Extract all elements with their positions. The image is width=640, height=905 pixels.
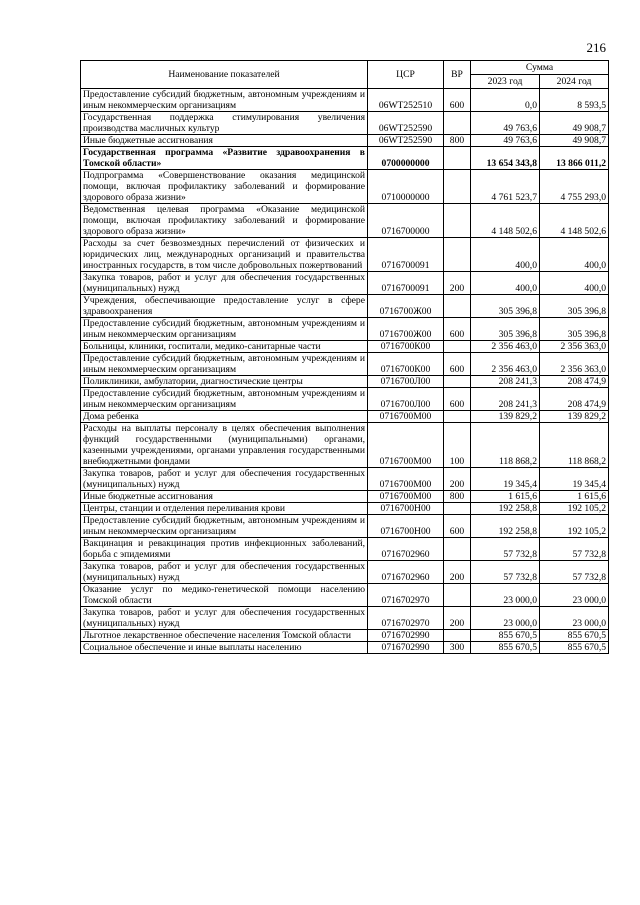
row-vr (444, 295, 471, 318)
row-name: Расходы за счет безвозмездных перечислений от физических и юридических лиц, международных организаций и правительства иностранных государств, в том числе добровольных пожертвований (81, 238, 368, 272)
table-row (81, 538, 609, 561)
row-amount-2023: 139 829,2 (471, 411, 540, 423)
row-vr (444, 538, 471, 561)
row-amount-2023: 1 615,6 (471, 491, 540, 503)
row-amount-2023: 4 148 502,6 (471, 204, 540, 238)
row-amount-2024: 305 396,8 (540, 318, 609, 341)
row-csr: 0716700К00 (368, 341, 444, 353)
row-amount-2024: 208 474,9 (540, 376, 609, 388)
table-row (81, 112, 609, 135)
row-vr: 200 (444, 468, 471, 491)
row-vr: 200 (444, 561, 471, 584)
row-csr: 0716700091 (368, 272, 444, 295)
table-row (81, 515, 609, 538)
table-row (81, 204, 609, 238)
row-csr: 0700000000 (368, 147, 444, 170)
table-row (81, 318, 609, 341)
row-amount-2024: 4 148 502,6 (540, 204, 609, 238)
row-csr: 0716700М00 (368, 411, 444, 423)
row-amount-2024: 2 356 363,0 (540, 353, 609, 376)
row-amount-2024: 13 866 011,2 (540, 147, 609, 170)
table-body (81, 89, 609, 654)
row-amount-2024: 2 356 363,0 (540, 341, 609, 353)
row-amount-2023: 208 241,3 (471, 376, 540, 388)
row-name: Расходы на выплаты персоналу в целях обеспечения выполнения функций государственными (муниципальными) органами, казенными учреждениями, органами управления государственными внебюджетными фондами (81, 423, 368, 468)
row-amount-2024: 400,0 (540, 272, 609, 295)
row-amount-2024: 208 474,9 (540, 388, 609, 411)
row-amount-2024: 49 908,7 (540, 135, 609, 147)
row-amount-2023: 57 732,8 (471, 561, 540, 584)
row-csr: 0716700Ж00 (368, 295, 444, 318)
row-name: Иные бюджетные ассигнования (81, 135, 368, 147)
row-name: Подпрограмма «Совершенствование оказания медицинской помощи, включая профилактику заболеваний и формирование здорового образа жизни» (81, 170, 368, 204)
page-number: 216 (586, 40, 606, 55)
row-vr (444, 170, 471, 204)
row-name: Закупка товаров, работ и услуг для обеспечения государственных (муниципальных) нужд (81, 468, 368, 491)
row-name: Предоставление субсидий бюджетным, автономным учреждениям и иным некоммерческим организациям (81, 388, 368, 411)
row-amount-2023: 192 258,8 (471, 515, 540, 538)
row-name: Вакцинация и ревакцинация против инфекционных заболеваний, борьба с эпидемиями (81, 538, 368, 561)
row-vr: 200 (444, 607, 471, 630)
row-name: Закупка товаров, работ и услуг для обеспечения государственных (муниципальных) нужд (81, 561, 368, 584)
header-sum: Сумма (471, 61, 609, 75)
row-csr: 0716702960 (368, 538, 444, 561)
row-vr: 600 (444, 89, 471, 112)
row-vr (444, 341, 471, 353)
table-row (81, 135, 609, 147)
table-row (81, 89, 609, 112)
table-row (81, 147, 609, 170)
row-csr: 0716700Н00 (368, 515, 444, 538)
row-amount-2023: 0,0 (471, 89, 540, 112)
row-csr: 0716700Н00 (368, 503, 444, 515)
row-amount-2024: 192 105,2 (540, 515, 609, 538)
row-vr (444, 238, 471, 272)
row-amount-2023: 855 670,5 (471, 630, 540, 642)
row-amount-2024: 855 670,5 (540, 630, 609, 642)
row-amount-2024: 305 396,8 (540, 295, 609, 318)
table-row (81, 411, 609, 423)
row-vr: 800 (444, 135, 471, 147)
row-amount-2024: 139 829,2 (540, 411, 609, 423)
row-name: Предоставление субсидий бюджетным, автономным учреждениям и иным некоммерческим организациям (81, 318, 368, 341)
header-csr: ЦСР (368, 61, 444, 89)
table-row (81, 295, 609, 318)
row-csr: 0716700М00 (368, 468, 444, 491)
row-name: Иные бюджетные ассигнования (81, 491, 368, 503)
row-name: Дома ребенка (81, 411, 368, 423)
row-vr (444, 630, 471, 642)
row-csr: 06WT252510 (368, 89, 444, 112)
row-amount-2023: 118 868,2 (471, 423, 540, 468)
row-amount-2024: 57 732,8 (540, 561, 609, 584)
row-name: Социальное обеспечение и иные выплаты населению (81, 642, 368, 654)
row-csr: 0716702990 (368, 630, 444, 642)
row-name: Учреждения, обеспечивающие предоставление услуг в сфере здравоохранения (81, 295, 368, 318)
row-amount-2023: 305 396,8 (471, 318, 540, 341)
row-name: Закупка товаров, работ и услуг для обеспечения государственных (муниципальных) нужд (81, 272, 368, 295)
row-vr (444, 376, 471, 388)
table-row (81, 376, 609, 388)
row-vr (444, 112, 471, 135)
table-row (81, 353, 609, 376)
row-amount-2023: 192 258,8 (471, 503, 540, 515)
row-amount-2023: 49 763,6 (471, 112, 540, 135)
table-row (81, 238, 609, 272)
row-csr: 0716700091 (368, 238, 444, 272)
row-amount-2023: 855 670,5 (471, 642, 540, 654)
table-row (81, 584, 609, 607)
row-amount-2024: 400,0 (540, 238, 609, 272)
row-csr: 0716700Ж00 (368, 318, 444, 341)
table-header (81, 61, 609, 89)
row-csr: 0716700000 (368, 204, 444, 238)
row-vr: 300 (444, 642, 471, 654)
table-row (81, 272, 609, 295)
row-amount-2023: 49 763,6 (471, 135, 540, 147)
row-amount-2024: 4 755 293,0 (540, 170, 609, 204)
budget-table (80, 60, 609, 654)
row-csr: 0710000000 (368, 170, 444, 204)
row-csr: 0716700М00 (368, 423, 444, 468)
row-csr: 0716702970 (368, 584, 444, 607)
row-name: Льготное лекарственное обеспечение населения Томской области (81, 630, 368, 642)
header-year-2024: 2024 год (540, 75, 609, 89)
row-csr: 06WT252590 (368, 112, 444, 135)
table-row (81, 561, 609, 584)
row-vr: 600 (444, 353, 471, 376)
row-csr: 0716702960 (368, 561, 444, 584)
row-vr (444, 411, 471, 423)
row-vr (444, 503, 471, 515)
row-name: Ведомственная целевая программа «Оказание медицинской помощи, включая профилактику заболеваний и формирование здорового образа жизни» (81, 204, 368, 238)
row-amount-2023: 2 356 463,0 (471, 353, 540, 376)
row-amount-2024: 8 593,5 (540, 89, 609, 112)
table-row (81, 388, 609, 411)
table-row (81, 341, 609, 353)
row-vr: 600 (444, 515, 471, 538)
row-csr: 06WT252590 (368, 135, 444, 147)
row-amount-2023: 23 000,0 (471, 584, 540, 607)
row-amount-2023: 208 241,3 (471, 388, 540, 411)
row-amount-2024: 855 670,5 (540, 642, 609, 654)
row-amount-2023: 400,0 (471, 238, 540, 272)
row-amount-2023: 4 761 523,7 (471, 170, 540, 204)
row-csr: 0716700К00 (368, 353, 444, 376)
row-amount-2024: 23 000,0 (540, 607, 609, 630)
row-amount-2024: 49 908,7 (540, 112, 609, 135)
table-row (81, 503, 609, 515)
row-vr (444, 147, 471, 170)
row-name: Государственная программа «Развитие здравоохранения в Томской области» (81, 147, 368, 170)
row-name: Оказание услуг по медико-генетической помощи населению Томской области (81, 584, 368, 607)
table-row (81, 468, 609, 491)
row-amount-2024: 192 105,2 (540, 503, 609, 515)
row-amount-2023: 400,0 (471, 272, 540, 295)
row-amount-2024: 1 615,6 (540, 491, 609, 503)
row-name: Государственная поддержка стимулирования увеличения производства масличных культур (81, 112, 368, 135)
table-row (81, 491, 609, 503)
table-row (81, 607, 609, 630)
header-vr: ВР (444, 61, 471, 89)
table-row (81, 170, 609, 204)
table-row (81, 642, 609, 654)
row-amount-2023: 13 654 343,8 (471, 147, 540, 170)
row-amount-2024: 118 868,2 (540, 423, 609, 468)
row-amount-2023: 57 732,8 (471, 538, 540, 561)
row-csr: 0716702990 (368, 642, 444, 654)
row-csr: 0716700Л00 (368, 388, 444, 411)
row-vr: 600 (444, 318, 471, 341)
row-amount-2023: 2 356 463,0 (471, 341, 540, 353)
row-name: Центры, станции и отделения переливания крови (81, 503, 368, 515)
row-amount-2023: 19 345,4 (471, 468, 540, 491)
row-vr (444, 584, 471, 607)
row-name: Закупка товаров, работ и услуг для обеспечения государственных (муниципальных) нужд (81, 607, 368, 630)
header-name: Наименование показателей (81, 61, 368, 89)
row-amount-2024: 19 345,4 (540, 468, 609, 491)
row-amount-2024: 23 000,0 (540, 584, 609, 607)
row-csr: 0716700Л00 (368, 376, 444, 388)
row-amount-2023: 23 000,0 (471, 607, 540, 630)
row-vr (444, 204, 471, 238)
table-row (81, 630, 609, 642)
row-name: Предоставление субсидий бюджетным, автономным учреждениям и иным некоммерческим организациям (81, 353, 368, 376)
header-year-2023: 2023 год (471, 75, 540, 89)
row-name: Больницы, клиники, госпитали, медико-санитарные части (81, 341, 368, 353)
row-name: Поликлиники, амбулатории, диагностические центры (81, 376, 368, 388)
table-row (81, 423, 609, 468)
row-vr: 200 (444, 272, 471, 295)
row-csr: 0716702970 (368, 607, 444, 630)
row-name: Предоставление субсидий бюджетным, автономным учреждениям и иным некоммерческим организациям (81, 515, 368, 538)
row-amount-2024: 57 732,8 (540, 538, 609, 561)
row-csr: 0716700М00 (368, 491, 444, 503)
row-name: Предоставление субсидий бюджетным, автономным учреждениям и иным некоммерческим организациям (81, 89, 368, 112)
row-vr: 800 (444, 491, 471, 503)
row-vr: 600 (444, 388, 471, 411)
row-vr: 100 (444, 423, 471, 468)
row-amount-2023: 305 396,8 (471, 295, 540, 318)
